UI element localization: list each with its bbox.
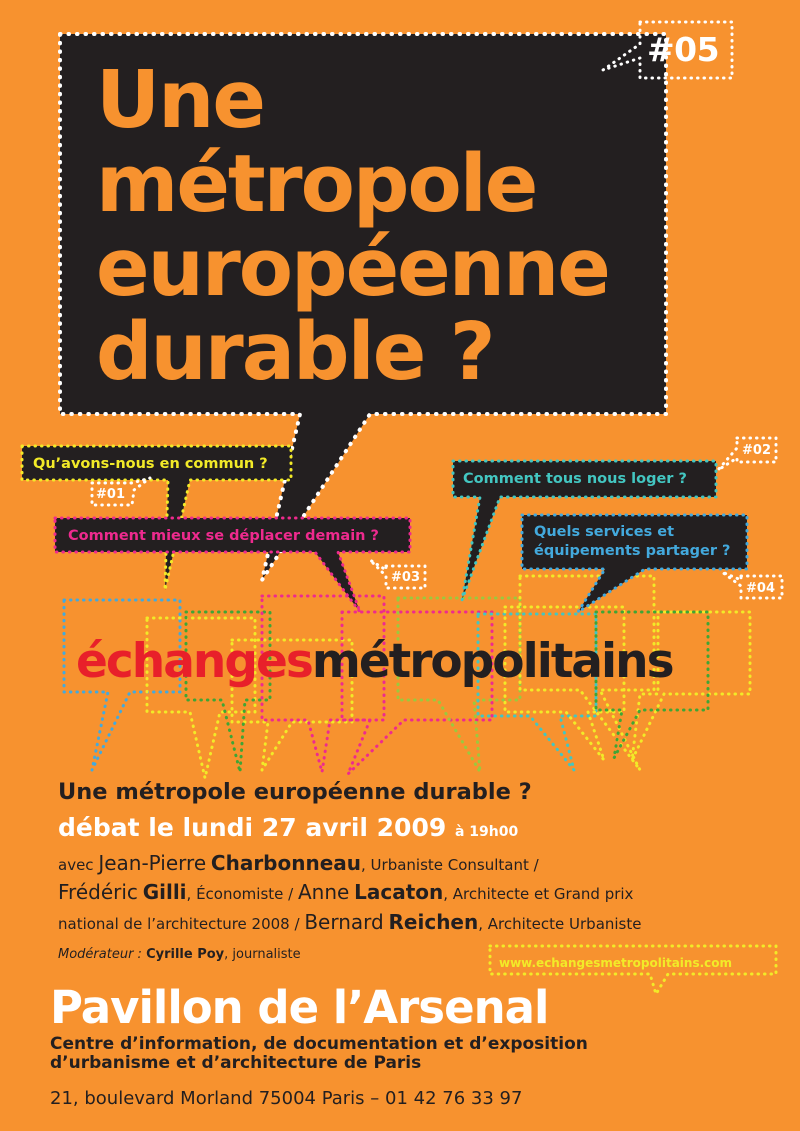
speakers-line-1 xyxy=(58,852,539,876)
speaker-role: national de l’architecture 2008 / xyxy=(58,915,300,933)
main-question-line: Une xyxy=(96,54,264,146)
speaker-last-name: Gilli xyxy=(142,880,187,904)
venue-address: 21, boulevard Morland 75004 Paris – 01 42 76 33 97 xyxy=(50,1088,523,1109)
venue-description-line: Centre d’information, de documentation et d’exposition xyxy=(50,1034,588,1054)
website-link[interactable]: www.echangesmetropolitains.com xyxy=(499,956,733,970)
question-04 xyxy=(534,523,734,561)
main-question-line: durable ? xyxy=(96,306,494,398)
speaker-role: , Économiste / xyxy=(186,885,294,903)
speaker-first-name: Bernard xyxy=(304,910,384,934)
issue-number: #05 xyxy=(647,30,720,69)
moderator-label: Modérateur : xyxy=(58,947,142,962)
question-02: Comment tous nous loger ? xyxy=(463,471,687,487)
event-title: Une métropole européenne durable ? xyxy=(58,779,532,805)
speakers-intro: avec xyxy=(58,856,94,874)
question-04-line: équipements partager ? xyxy=(534,543,731,559)
speaker-role: , Urbaniste Consultant / xyxy=(361,856,539,874)
event-date: débat le lundi 27 avril 2009 xyxy=(58,813,447,842)
question-01: Qu’avons-nous en commun ? xyxy=(33,456,268,472)
wordmark-part-echanges: échanges xyxy=(76,634,312,689)
speaker-first-name: Jean-Pierre xyxy=(98,851,207,875)
speaker-last-name: Reichen xyxy=(388,910,479,934)
main-question-line: métropole xyxy=(96,138,537,230)
main-question xyxy=(96,54,609,398)
speakers-line-3 xyxy=(58,909,641,937)
event-date-line xyxy=(58,813,518,847)
venue-description-line: d’urbanisme et d’architecture de Paris xyxy=(50,1053,422,1073)
moderator-role: , journaliste xyxy=(224,947,301,962)
moderator-name: Cyrille Poy xyxy=(146,947,225,962)
event-time: à 19h00 xyxy=(454,824,519,840)
speaker-first-name: Anne xyxy=(297,880,350,904)
tag-01: #01 xyxy=(96,487,125,502)
question-03: Comment mieux se déplacer demain ? xyxy=(68,528,379,544)
wordmark-part-metropolitains: métropolitains xyxy=(311,634,673,689)
speaker-last-name: Lacaton xyxy=(354,880,444,904)
series-wordmark xyxy=(76,636,673,688)
speaker-last-name: Charbonneau xyxy=(210,851,362,875)
speaker-role: , Architecte Urbaniste xyxy=(478,915,642,933)
venue-description xyxy=(50,1035,588,1073)
tag-02: #02 xyxy=(742,443,771,458)
main-question-line: européenne xyxy=(96,222,609,314)
tag-04: #04 xyxy=(746,581,775,596)
moderator-line xyxy=(58,946,301,964)
tag-03: #03 xyxy=(391,570,420,585)
speaker-role: , Architecte et Grand prix xyxy=(443,885,634,903)
question-04-line: Quels services et xyxy=(534,524,675,540)
speaker-first-name: Frédéric xyxy=(58,880,138,904)
speakers-line-2 xyxy=(58,879,633,907)
venue-name: Pavillon de l’Arsenal xyxy=(50,981,549,1034)
